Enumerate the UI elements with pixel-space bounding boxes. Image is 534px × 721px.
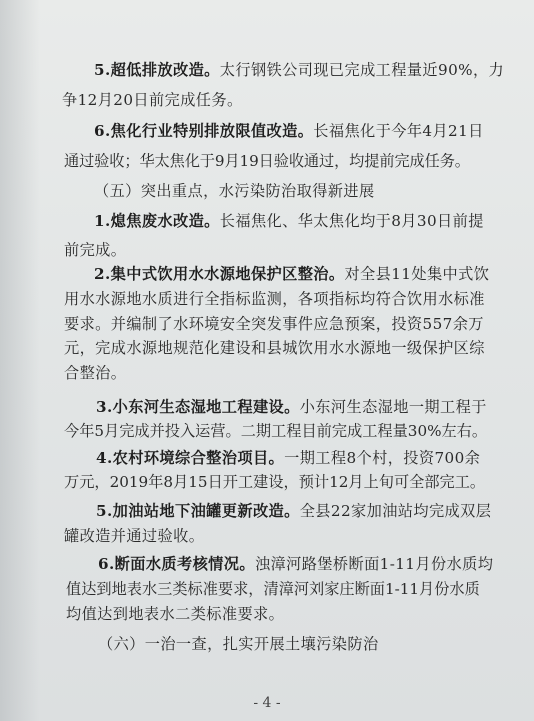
para-water-source-line2: 用水水源地水质进行全指标监测，各项指标均符合饮用水标准 [64, 290, 485, 308]
para-water-source-line1: 2.集中式饮用水水源地保护区整治。对全县11处集中式饮 [94, 265, 490, 283]
para-rural-env-line2: 万元，2019年8月15日开工建设，预计12月上旬可全部完工。 [64, 473, 486, 491]
para-water-quality-line2: 值达到地表水三类标准要求，清漳河刘家庄断面1-11月份水质 [66, 580, 480, 598]
para-water-quality-line3: 均值达到地表水二类标准要求。 [66, 605, 285, 623]
section-heading-five: （五）突出重点，水污染防治取得新进展 [94, 182, 375, 200]
para-gas-station-line1: 5.加油站地下油罐更新改造。全县22家加油站均完成双层 [96, 502, 492, 520]
para-quench-water-line2: 前完成。 [64, 241, 127, 259]
para-coking-limit-line2: 通过验收；华太焦化于9月19日验收通过，均提前完成任务。 [64, 152, 470, 170]
para-quench-water-line1: 1.熄焦废水改造。长福焦化、华太焦化均于8月30日前提 [94, 212, 484, 230]
para-water-source-line3: 要求。并编制了水环境安全突发事件应急预案，投资557余万 [64, 315, 484, 333]
para-ultralow-emission-line2: 争12月20日前完成任务。 [62, 91, 243, 109]
page-edge-shadow [0, 0, 40, 721]
para-rural-env-line1: 4.农村环境综合整治项目。一期工程8个村，投资700余 [96, 449, 481, 467]
para-gas-station-line2: 罐改造并通过验收。 [64, 527, 205, 545]
para-water-source-line5: 合整治。 [64, 364, 127, 382]
section-heading-six: （六）一治一查，扎实开展土壤污染防治 [98, 635, 379, 653]
para-coking-limit-line1: 6.焦化行业特别排放限值改造。长福焦化于今年4月21日 [94, 122, 484, 140]
para-ultralow-emission-line1: 5.超低排放改造。太行钢铁公司现已完成工程量近90%，力 [94, 61, 505, 79]
para-wetland-line1: 3.小东河生态湿地工程建设。小东河生态湿地一期工程于 [96, 398, 487, 416]
para-wetland-line2: 今年5月完成并投入运营。二期工程目前完成工程量30%左右。 [64, 422, 488, 440]
para-water-quality-line1: 6.断面水质考核情况。浊漳河路堡桥断面1-11月份水质均 [98, 555, 494, 573]
para-water-source-line4: 元，完成水源地规范化建设和县城饮用水水源地一级保护区综 [64, 339, 485, 357]
page-number: - 4 - [253, 695, 281, 711]
